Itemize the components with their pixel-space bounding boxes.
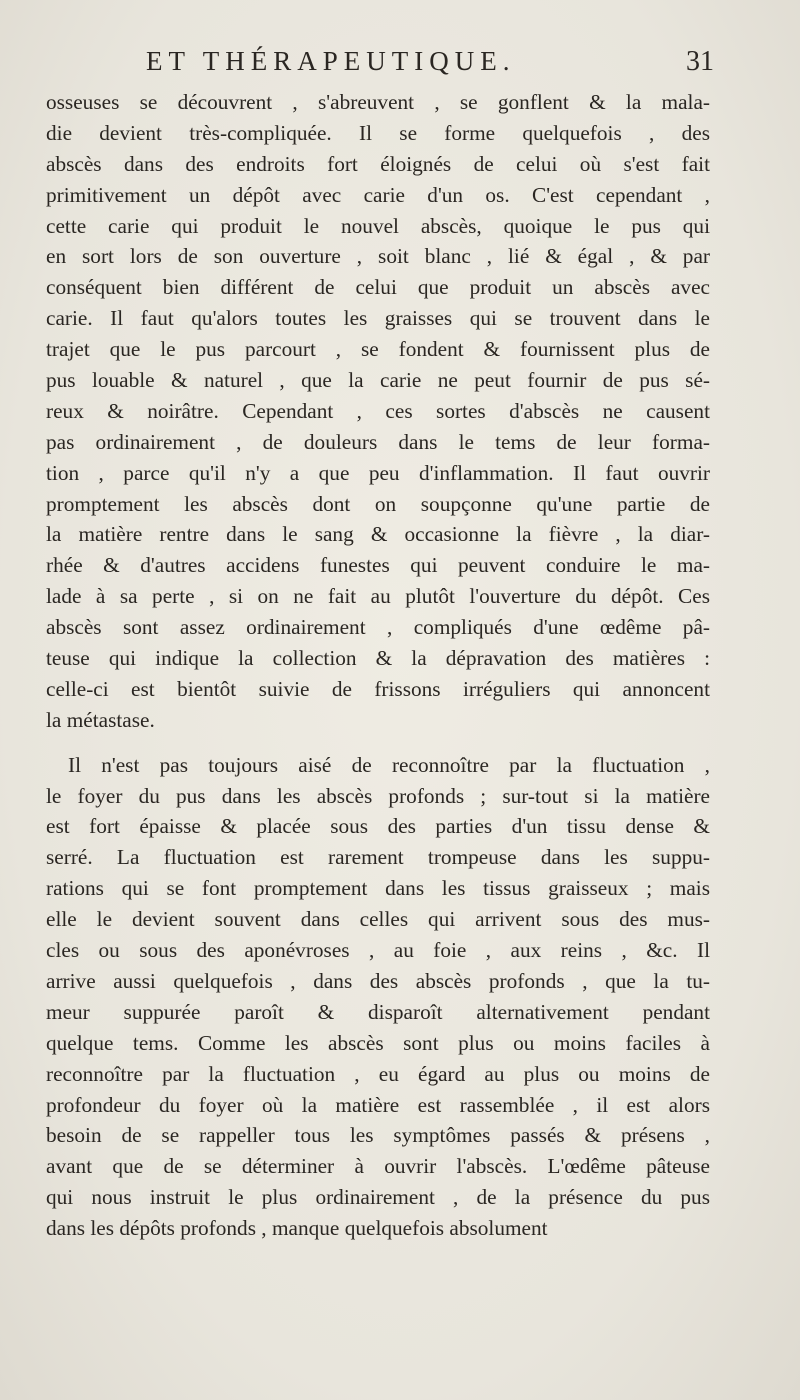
text-line: le foyer du pus dans les abscès profonds ; sur-tout si la matière [46,783,710,808]
text-line: besoin de se rappeller tous les symptômes passés & présens , [46,1123,710,1148]
text-line: Il n'est pas toujours aisé de reconnoître par la fluctuation , [68,752,710,777]
running-head: ET THÉRAPEUTIQUE. [146,46,516,76]
text-line: est fort épaisse & placée sous des parties d'un tissu dense & [46,814,710,839]
page-header [44,46,714,86]
text-line: quelque tems. Comme les abscès sont plus ou moins faciles à [46,1030,710,1055]
text-line: tion , parce qu'il n'y a que peu d'inflammation. Il faut ouvrir [46,460,710,485]
text-line: reconnoître par la fluctuation , eu égard au plus ou moins de [46,1061,710,1086]
text-line: reux & noirâtre. Cependant , ces sortes d'abscès ne causent [46,398,710,423]
text-line: lade à sa perte , si on ne fait au plutôt l'ouverture du dépôt. Ces [46,584,710,609]
text-line: teuse qui indique la collection & la dépravation des matières : [46,646,710,671]
text-line: pas ordinairement , de douleurs dans le tems de leur forma- [46,429,710,454]
paragraph-gap [46,736,710,750]
text-line: rhée & d'autres accidens funestes qui peuvent conduire le ma- [46,553,710,578]
text-line: en sort lors de son ouverture , soit blanc , lié & égal , & par [46,244,710,269]
page-number: 31 [686,46,714,77]
text-line: la matière rentre dans le sang & occasionne la fièvre , la diar- [46,522,710,547]
text-line: cles ou sous des aponévroses , au foie , aux reins , &c. Il [46,938,710,963]
text-line: osseuses se découvrent , s'abreuvent , se gonflent & la mala- [46,90,710,114]
text-line: rations qui se font promptement dans les tissus graisseux ; mais [46,876,710,901]
text-line: elle le devient souvent dans celles qui arrivent sous des mus- [46,907,710,932]
text-line: la métastase. [46,707,155,732]
body-text [46,87,710,1244]
text-line: primitivement un dépôt avec carie d'un os. C'est cependant , [46,182,710,207]
paragraph [46,750,710,1244]
text-line: abscès dans des endroits fort éloignés de celui où s'est fait [46,151,710,176]
text-line: celle-ci est bientôt suivie de frissons irréguliers qui annoncent [46,676,710,701]
text-line: serré. La fluctuation est rarement trompeuse dans les suppu- [46,845,710,870]
text-line: dans les dépôts profonds , manque quelquefois absolument [46,1216,548,1241]
text-line: trajet que le pus parcourt , se fondent & fournissent plus de [46,337,710,362]
text-line: pus louable & naturel , que la carie ne peut fournir de pus sé- [46,368,710,393]
paragraph [46,87,710,736]
text-line: abscès sont assez ordinairement , compliqués d'une œdême pâ- [46,615,710,640]
text-line: cette carie qui produit le nouvel abscès, quoique le pus qui [46,213,710,238]
text-line: profondeur du foyer où la matière est rassemblée , il est alors [46,1092,710,1117]
text-line: die devient très-compliquée. Il se forme quelquefois , des [46,120,710,145]
text-line: carie. Il faut qu'alors toutes les graisses qui se trouvent dans le [46,306,710,331]
text-line: conséquent bien différent de celui que produit un abscès avec [46,275,710,300]
text-line: avant que de se déterminer à ouvrir l'abscès. L'œdême pâteuse [46,1154,710,1179]
text-line: arrive aussi quelquefois , dans des abscès profonds , que la tu- [46,968,710,993]
text-line: promptement les abscès dont on soupçonne qu'une partie de [46,491,710,516]
text-line: meur suppurée paroît & disparoît alternativement pendant [46,999,710,1024]
text-line: qui nous instruit le plus ordinairement , de la présence du pus [46,1185,710,1210]
